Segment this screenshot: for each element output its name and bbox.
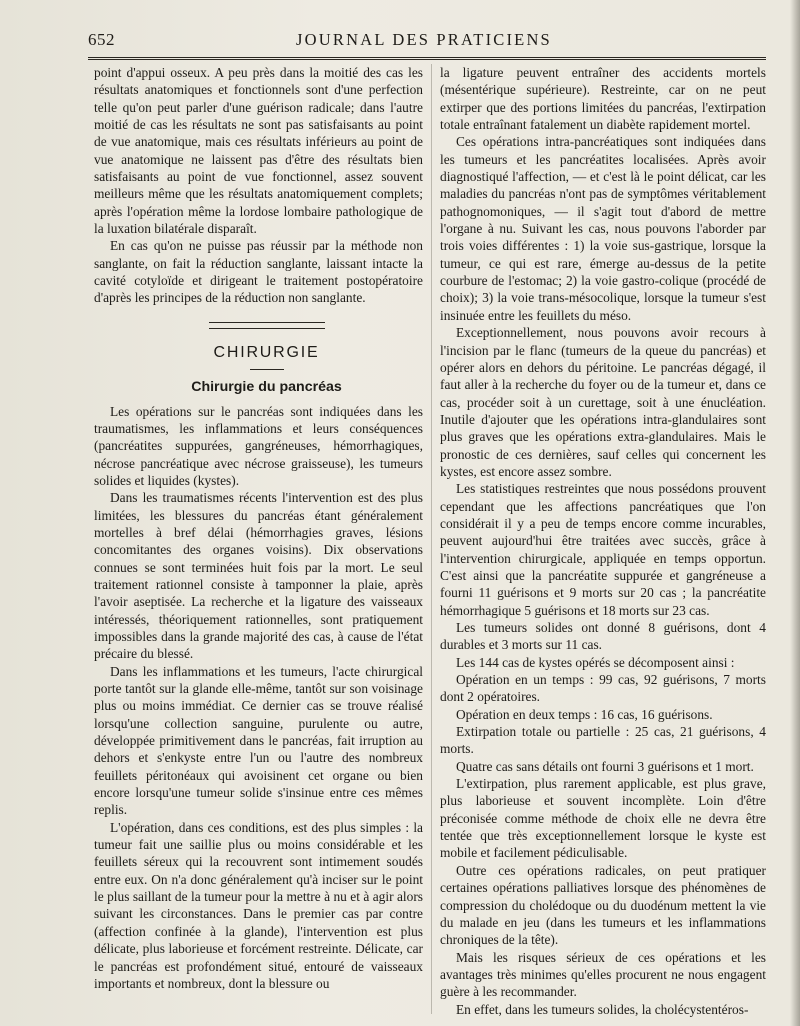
section-title: CHIRURGIE	[213, 343, 320, 361]
article-paragraph: la ligature peuvent entraîner des accidents mortels (mésentérique supérieure). Restreinte, car on ne peut extirper que des portions limitées du pancréas, l'extirpation totale entraînant fatalement un diabète rapidement mortel.	[440, 65, 766, 133]
page-header	[88, 28, 760, 54]
article-paragraph: Quatre cas sans détails ont fourni 3 guérisons et 1 mort.	[456, 758, 754, 774]
article-paragraph: L'opération, dans ces conditions, est des plus simples : la tumeur fait une saillie plus ou moins considérable et les feuillets séreux qui la recouvrent sont intimement soudés entre eux. On n'a donc généralement qu'à inciser sur le point le plus saillant de la tumeur pour la mettre à nu et à agir alors suivant les circonstances. Dans le premier cas par contre (affection confinée à la glande), l'intervention est plus délicate, plus laborieuse et forcément restreinte. Délicate, car le pancréas est profondément situé, entouré de vaisseaux importants et nombreux, dont la blessure ou	[94, 819, 423, 991]
running-title: JOURNAL DES PRATICIENS	[296, 30, 552, 49]
column-divider	[431, 64, 432, 1014]
right-column	[440, 64, 766, 1018]
article-title: Chirurgie du pancréas	[191, 379, 342, 396]
article-paragraph: Les statistiques restreintes que nous possédons prouvent cependant que les affections pancréatiques que l'on considérait il y a peu de temps encore comme incurables, peuvent aujourd'hui être traitées avec succès, grâce à l'intervention chirurgicale, appliquée en temps opportun. C'est ainsi que la pancréatite suppurée et gangréneuse a fourni 11 guérisons et 9 morts sur 20 cas ; la pancréatite hémorrhagique 5 guérisons et 18 morts sur 23 cas.	[440, 481, 766, 618]
left-column	[94, 64, 423, 992]
article-paragraph: Les tumeurs solides ont donné 8 guérisons, dont 4 durables et 3 morts sur 11 cas.	[440, 620, 766, 653]
article-paragraph: Opération en un temps : 99 cas, 92 guérisons, 7 morts dont 2 opératoires.	[440, 672, 766, 705]
intro-paragraph: En cas qu'on ne puisse pas réussir par la méthode non sanglante, on fait la réduction sanglante, laissant intacte la cavité cotyloïde et dirigeant le traitement postopératoire d'après les principes de la réduction non sanglante.	[94, 238, 423, 306]
page-number: 652	[88, 30, 115, 49]
article-paragraph: Dans les traumatismes récents l'intervention est des plus limitées, les blessures du pancréas étant généralement mortelles à bref délai (hémorrhagies graves, lésions concomitantes des organes voisins). Dix observations connues se sont terminées huit fois par la mort. Le seul traitement rationnel consiste à tamponner la plaie, après l'avoir aseptisée. La recherche et la ligature des vaisseaux intéressés, théoriquement rationnelles, sont pratiquement impossibles dans la grande majorité des cas, à cause de l'état précaire du blessé.	[94, 490, 423, 662]
page-spine-shadow	[790, 0, 800, 1026]
article-paragraph: Dans les inflammations et les tumeurs, l'acte chirurgical porte tantôt sur la glande elle-même, tantôt sur son voisinage plus ou moins immédiat. Ce dernier cas se trouve réalisé lorsqu'une collection sanguine, purulente ou autre, développée primitivement dans le pancréas, fait irruption au dehors et s'enkyste entre l'un ou l'autre des nombreux feuillets péritonéaux qui avoisinent cet organe ou bien encore lorsqu'une tumeur solide s'insinue entre ces mêmes replis.	[94, 663, 423, 818]
article-paragraph: Ces opérations intra-pancréatiques sont indiquées dans les tumeurs et les pancréatites localisées. Après avoir diagnostiqué l'affection, — et c'est là le point délicat, car les maladies du pancréas n'ont pas de symptômes véritablement pathognomoniques, — il s'agit tout d'abord de mettre l'organe à nu. Suivant les cas, nous pouvons l'aborder par trois voies différentes : 1) la voie sus-gastrique, lorsque la tumeur, ce qui est rare, émerge au-dessus de la petite courbure de l'estomac; 2) la voie gastro-colique (procédé de choix); 3) la voie trans-mésocolique, lorsque la tumeur s'est insinuée entre les feuillets du méso.	[440, 134, 766, 323]
article-paragraph: Mais les risques sérieux de ces opérations et les avantages très minimes qu'elles procurent ne nous engagent guère à les recommander.	[440, 949, 766, 1000]
section-underline	[250, 369, 284, 370]
article-paragraph: Opération en deux temps : 16 cas, 16 guérisons.	[456, 706, 713, 722]
article-paragraph: Les opérations sur le pancréas sont indiquées dans les traumatismes, les inflammations et leurs conséquences (pancréatites suppurées, gangréneuses, hémorrhagiques, nécrose pancréatique avec nécrose graisseuse), les tumeurs solides et liquides (kystes).	[94, 403, 423, 488]
article-paragraph: Extirpation totale ou partielle : 25 cas, 21 guérisons, 4 morts.	[440, 724, 766, 757]
section-rule	[209, 322, 325, 329]
header-rule	[88, 57, 766, 60]
article-paragraph: En effet, dans les tumeurs solides, la cholécystentéros-	[456, 1001, 749, 1017]
article-paragraph: Outre ces opérations radicales, on peut pratiquer certaines opérations palliatives lorsque des phénomènes de compression du cholédoque ou du duodénum mettent la vie du malade en jeu (dans les tumeurs et les inflammations chroniques de la tête).	[440, 862, 766, 948]
article-paragraph: L'extirpation, plus rarement applicable, est plus grave, plus laborieuse et souvent incomplète. Loin d'être préconisée comme méthode de choix elle ne devra être tentée que très exceptionnellement lorsque le kyste est mobile et facilement pédiculisable.	[440, 776, 766, 861]
article-paragraph: Les 144 cas de kystes opérés se décomposent ainsi :	[456, 654, 735, 670]
article-paragraph: Exceptionnellement, nous pouvons avoir recours à l'incision par le flanc (tumeurs de la queue du pancréas) et opérer alors en dehors du péritoine. Le pancréas dégagé, il faut aller à la recherche du foyer ou de la tumeur et, dans ce cas, procéder soit à un curettage, soit à une énucléation. Inutile d'ajouter que les opérations intra-glandulaires sont plus graves que les opérations extra-glandulaires. Mais le pronostic de ces dernières, sauf celles qui concernent les kystes, est encore assez sombre.	[440, 325, 766, 479]
intro-paragraph: point d'appui osseux. A peu près dans la moitié des cas les résultats anatomiques et fonctionnels sont d'une perfection telle qu'on peut parler d'une guérison radicale; dans l'autre moitié de cas les résultats ne sont pas satisfaisants au point de vue anatomique, mais ces résultats inférieurs au point de vue anatomique ne laissent pas d'être des résultats bien satisfaisants au point de vue fonctionnel, assez souvent meilleurs même que les résultats anatomiquement complets; après l'opération même la lordose lombaire pathologique de la luxation bilatérale disparaît.	[94, 65, 423, 237]
